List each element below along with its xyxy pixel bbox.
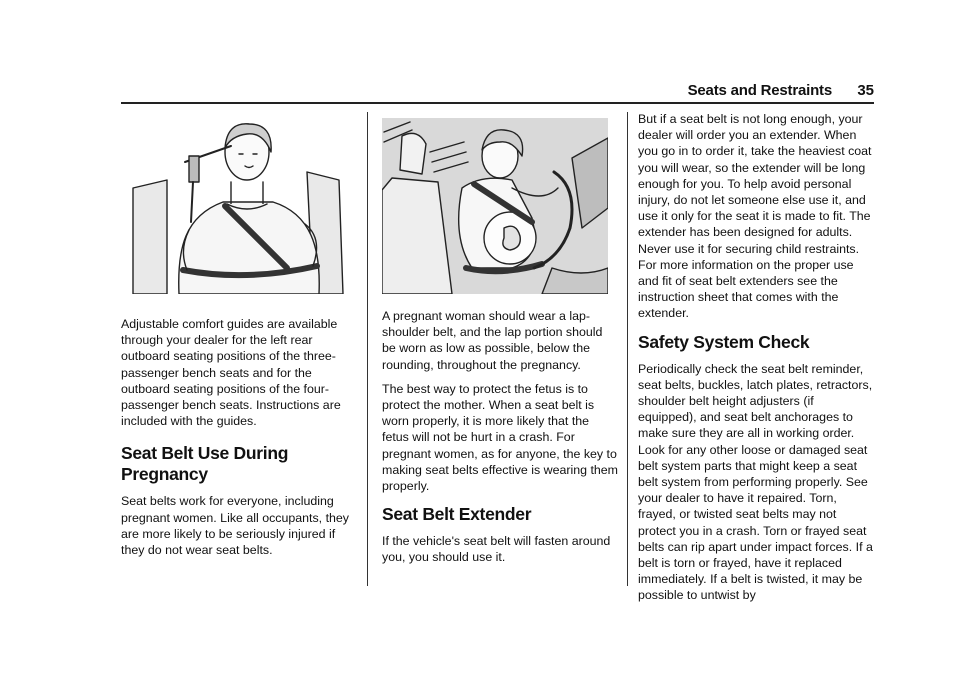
protect-fetus-paragraph: The best way to protect the fetus is to protect the mother. When a seat belt is worn properly, it is more likely that the fetus will not be hurt in a crash. For pregnant women, as for anyone, the key to making seat belts effective is wearing them properly. xyxy=(382,381,618,494)
column-3 xyxy=(638,111,874,612)
extender-paragraph: If the vehicle's seat belt will fasten around you, you should use it. xyxy=(382,534,611,565)
lap-belt-paragraph: A pregnant woman should wear a lap-shoulder belt, and the lap portion should be worn as low as possible, below the rounding, throughout the pregnancy. xyxy=(382,309,603,372)
column-divider-1 xyxy=(367,112,368,586)
pregnancy-paragraph: Seat belts work for everyone, including pregnant women. Like all occupants, they are more likely to be seriously injured if they do not wear seat belts. xyxy=(121,494,349,558)
comfort-guide-illustration xyxy=(127,118,349,294)
column-divider-2 xyxy=(627,112,628,586)
safety-check-paragraph: Periodically check the seat belt reminder, seat belts, buckles, latch plates, retractors, shoulder belt height adjusters (if equipped), and seat belt anchorages to make sure they are all in working order. Look for any other loose or damaged seat belt system parts that might keep a seat belt system from performing properly. See your dealer to have it repaired. Torn, frayed, or twisted seat belts may not protect you in a crash. Torn or frayed seat belts can rip apart under impact forces. If a belt is torn or frayed, have it replaced immediately. If a belt is twisted, it may be possible to untwist by xyxy=(638,361,873,603)
page-header xyxy=(121,84,874,104)
section-title: Seats and Restraints xyxy=(687,82,832,99)
pregnancy-heading: Seat Belt Use During Pregnancy xyxy=(121,443,289,485)
column-2 xyxy=(382,118,618,574)
pregnant-woman-seatbelt-illustration xyxy=(382,118,608,294)
column-1 xyxy=(121,118,357,566)
comfort-guide-paragraph: Adjustable comfort guides are available through your dealer for the left rear outboard seating positions of the three-passenger bench seats and for the outboard seating positions of the four-passenger bench seats. Instructions are included with the guides. xyxy=(121,317,341,429)
extender-order-paragraph: But if a seat belt is not long enough, your dealer will order you an extender. When you go in to order it, take the heaviest coat you will wear, so the extender will be long enough for you. To help avoid personal injury, do not let someone else use it, and use it only for the seat it is made to fit. The extender has been designed for adults. Never use it for securing child restraints. For more information on the proper use and fit of seat belt extenders see the instruction sheet that comes with the extender. xyxy=(638,112,872,321)
extender-heading: Seat Belt Extender xyxy=(382,504,532,525)
page-number: 35 xyxy=(857,82,874,99)
safety-check-heading: Safety System Check xyxy=(638,331,810,352)
